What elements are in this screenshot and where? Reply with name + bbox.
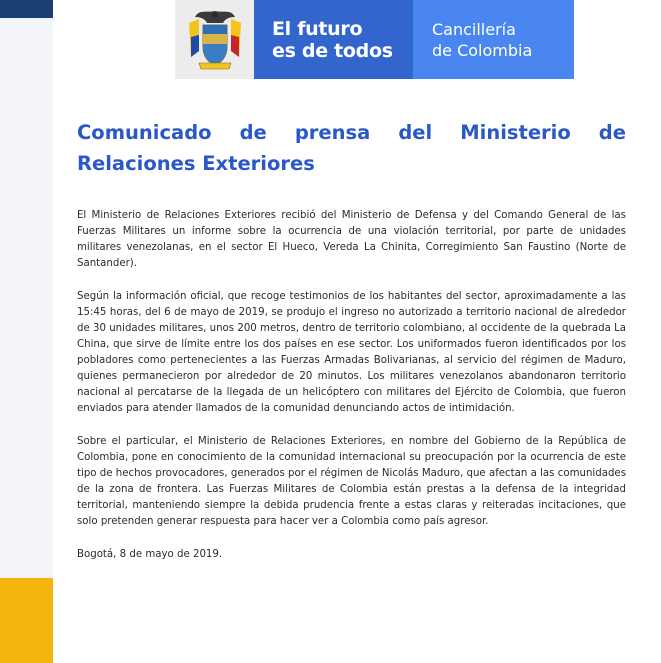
strip-bottom-yellow-block — [0, 578, 53, 663]
coat-of-arms-icon — [185, 7, 245, 73]
press-release-title: Comunicado de prensa del Ministerio de Relaciones Exteriores — [77, 121, 626, 175]
slogan-block — [254, 0, 413, 79]
body-paragraph-3: Sobre el particular, el Ministerio de Relaciones Exteriores, en nombre del Gobierno de la República de Colombia, pone en conocimiento de la comunidad internacional su preocupación por la ocurrencia de este tipo de hechos provocadores, generados por el régimen de Nicolás Maduro, que afectan a las comunidades de la zona de frontera. Las Fuerzas Militares de Colombia están prestas a la defensa de la integridad territorial, manteniendo siempre la debida prudencia frente a estas claras y reiteradas incitaciones, que solo pretenden generar respuesta para hacer ver a Colombia como país agresor. — [77, 436, 626, 527]
signoff-date: Bogotá, 8 de mayo de 2019. — [77, 549, 223, 560]
coat-of-arms-container — [175, 0, 254, 79]
ministry-name-block — [413, 0, 574, 79]
body-paragraph-2: Según la información oficial, que recoge testimonios de los habitantes del sector, aproximadamente a las 15:45 horas, del 6 de mayo de 2019, se produjo el ingreso no autorizado a territorio nacional de alrededor de 30 unidades militares, unos 200 metros, dentro de territorio colombiano, al occidente de la quebrada La China, que sirve de límite entre los dos países en ese sector. Los uniformados fueron identificados por los pobladores como pertenecientes a las Fuerzas Armadas Bolivarianas, al servicio del régimen de Maduro, quienes permanecieron por alrededor de 20 minutos. Los militares venezolanos abandonaron territorio nacional al percatarse de la llegada de un helicóptero con militares del Ejército de Colombia, que fueron enviados para atender llamados de la comunidad denunciando actos de intimidación. — [77, 291, 626, 414]
ministry-line-2: de Colombia — [432, 40, 533, 60]
header-banner — [175, 0, 574, 79]
left-decorative-strip — [0, 0, 53, 663]
press-release-body — [77, 208, 626, 563]
strip-top-blue-block — [0, 0, 53, 18]
press-release-content — [77, 117, 626, 580]
body-paragraph-1: El Ministerio de Relaciones Exteriores recibió del Ministerio de Defensa y del Comando General de las Fuerzas Militares un informe sobre la ocurrencia de una violación territorial, por parte de unidades militares venezolanas, en el sector El Hueco, Vereda La Chinita, Corregimiento San Faustino (Norte de Santander). — [77, 210, 626, 269]
slogan-line-2: es de todos — [272, 39, 393, 62]
ministry-line-1: Cancillería — [432, 19, 516, 39]
slogan-line-1: El futuro — [272, 17, 363, 40]
